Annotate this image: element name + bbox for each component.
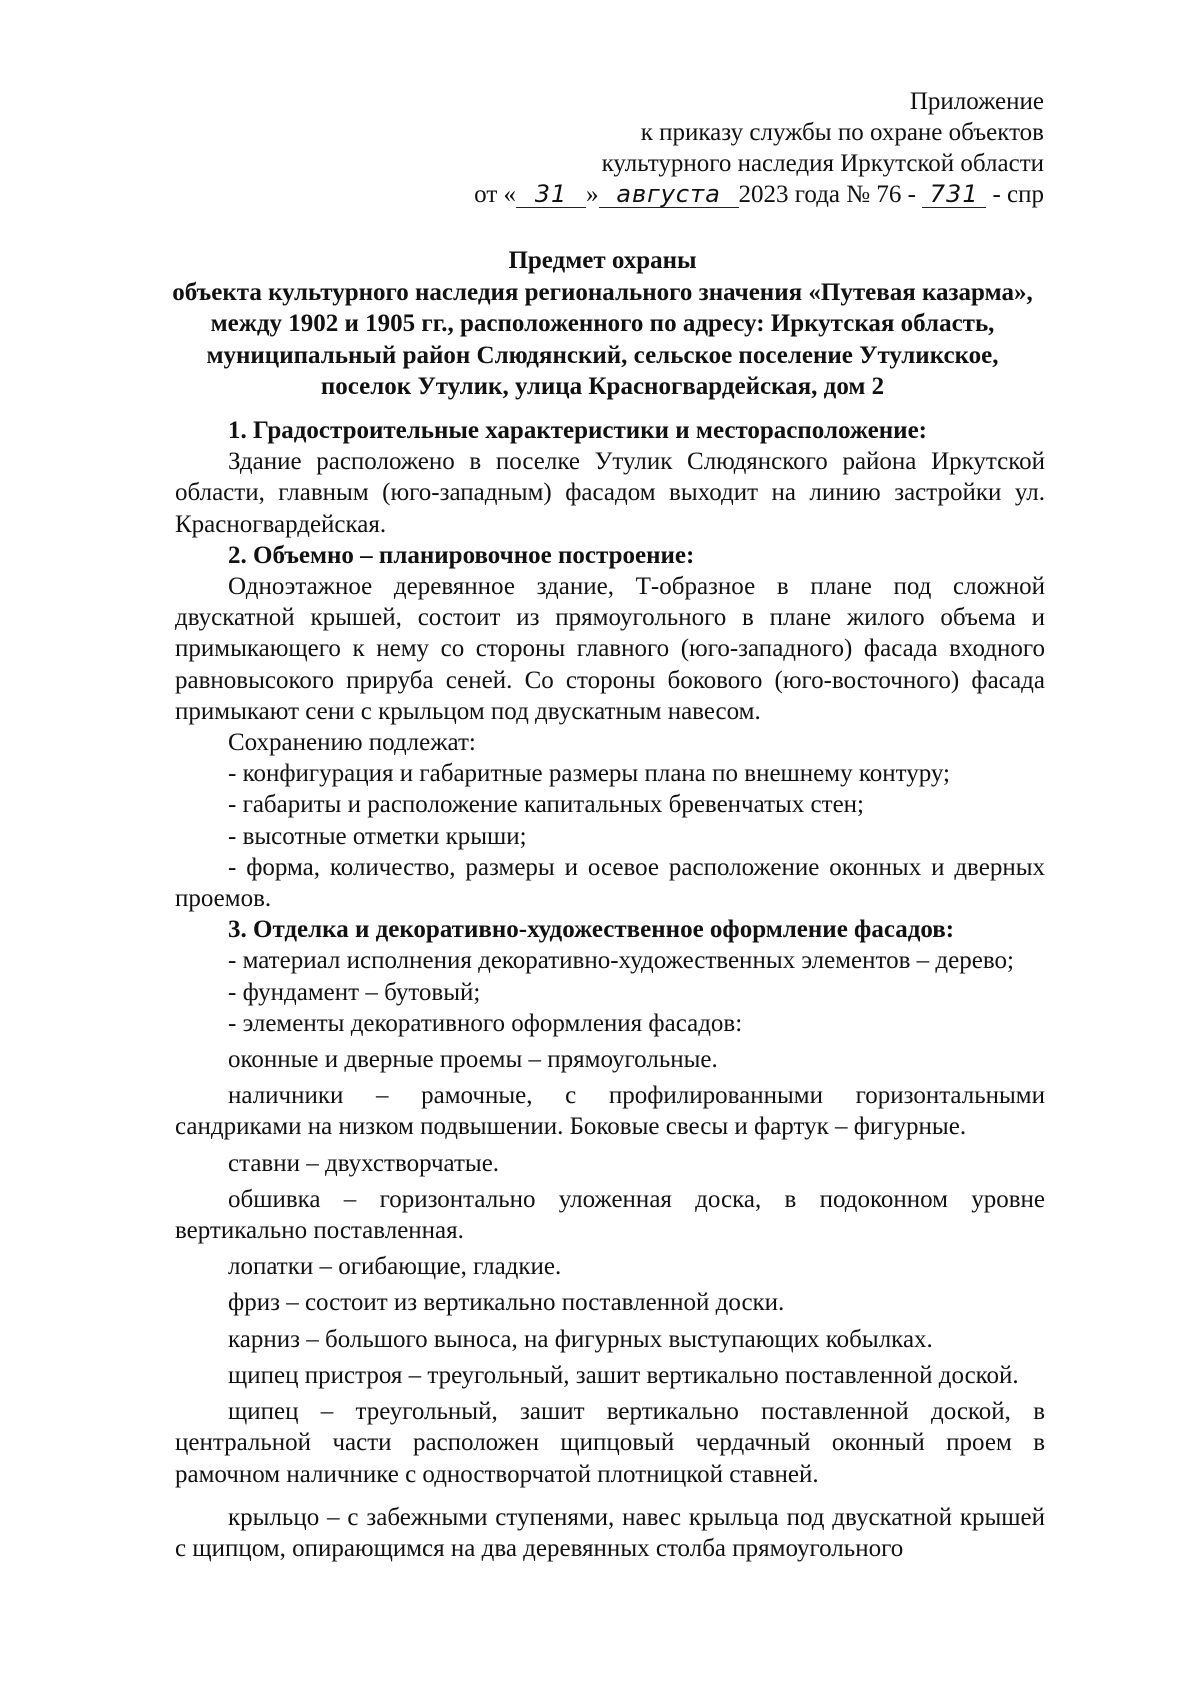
gable-line: щипец – треугольный, зашит вертикально поставленной доской, в центральной части расположен щипцовый чердачный оконный проем в рамочном наличнике с одностворчатой плотницкой ставней. <box>175 1398 1045 1488</box>
trims-line: наличники – рамочные, с профилированными горизонтальными сандриками на низком подвышении. Боковые свесы и фартук – фигурные. <box>175 1082 1045 1141</box>
cladding-line: обшивка – горизонтально уложенная доска, в подоконном уровне вертикально поставленная. <box>175 1185 1045 1245</box>
porch-line: крыльцо – с забежными ступенями, навес крыльца под двускатной крышей с щипцом, опирающимся на два деревянных столба прямоугольного <box>175 1503 1045 1562</box>
preserve-item: - конфигурация и габаритные размеры плана по внешнему контуру; <box>228 760 950 788</box>
handwritten-day: 31 <box>516 181 586 208</box>
material-line: - материал исполнения декоративно-художественных элементов – дерево; <box>228 947 1014 975</box>
preserve-intro: Сохранению подлежат: <box>228 729 476 757</box>
section3-heading: 3. Отделка и декоративно-художественное оформление фасадов: <box>228 916 955 944</box>
document-body <box>175 415 1045 1564</box>
foundation-line: - фундамент – бутовый; <box>228 978 481 1006</box>
order-date-line <box>474 179 1044 210</box>
pilasters-line: лопатки – огибающие, гладкие. <box>228 1253 562 1281</box>
year-and-number: 2023 года № 76 - <box>738 181 916 208</box>
section1-text: Здание расположено в поселке Утулик Слюдянского района Иркутской области, главным (юго-западным) фасадом выходит на линию застройки ул. Красногвардейская. <box>175 448 1045 538</box>
quote-close: » <box>586 181 599 208</box>
openings-line: оконные и дверные проемы – прямоугольные. <box>228 1046 718 1074</box>
order-suffix: - спр <box>992 181 1044 208</box>
cornice-line: карниз – большого выноса, на фигурных выступающих кобылках. <box>228 1325 933 1353</box>
shutters-line: ставни – двухстворчатые. <box>228 1149 500 1177</box>
frieze-line: фриз – состоит из вертикально поставленной доски. <box>228 1289 785 1317</box>
order-reference-line: к приказу службы по охране объектов <box>640 119 1044 146</box>
agency-line: культурного наследия Иркутской области <box>601 150 1044 177</box>
section2-text: Одноэтажное деревянное здание, Т-образное в плане под сложной двускатной крышей, состоит из прямоугольного в плане жилого объема и примыкающего к нему со стороны главного (юго-западного) фасада входного равновысокого прируба сеней. Со стороны бокового (юго-восточного) фасада примыкают сени с крыльцом под двускатным навесом. <box>175 573 1045 725</box>
section1-heading: 1. Градостроительные характеристики и месторасположение: <box>228 417 927 444</box>
appendix-label: Приложение <box>909 88 1044 115</box>
elements-intro: - элементы декоративного оформления фасадов: <box>228 1009 743 1037</box>
preserve-item: - габариты и расположение капитальных бревенчатых стен; <box>228 791 864 819</box>
preserve-item: - высотные отметки крыши; <box>228 822 527 850</box>
title-subject: объекта культурного наследия регионального значения «Путевая казарма», между 1902 и 1905 гг., расположенного по адресу: Иркутская область, муниципальный район Слюдянский, сельское поселение Утуликское, поселок Утулик, улица Красногвардейская, дом 2 <box>172 278 1033 400</box>
handwritten-month: августа <box>599 181 739 208</box>
document-title <box>160 245 1045 403</box>
preserve-item: - форма, количество, размеры и осевое расположение оконных и дверных проемов. <box>175 853 1045 913</box>
handwritten-order-number: 731 <box>922 181 986 208</box>
annex-gable-line: щипец пристроя – треугольный, зашит вертикально поставленной доской. <box>228 1361 1019 1389</box>
title-main: Предмет охраны <box>508 247 697 274</box>
appendix-header <box>474 86 1044 210</box>
date-prefix: от « <box>474 181 517 208</box>
section2-heading: 2. Объемно – планировочное построение: <box>228 541 695 569</box>
